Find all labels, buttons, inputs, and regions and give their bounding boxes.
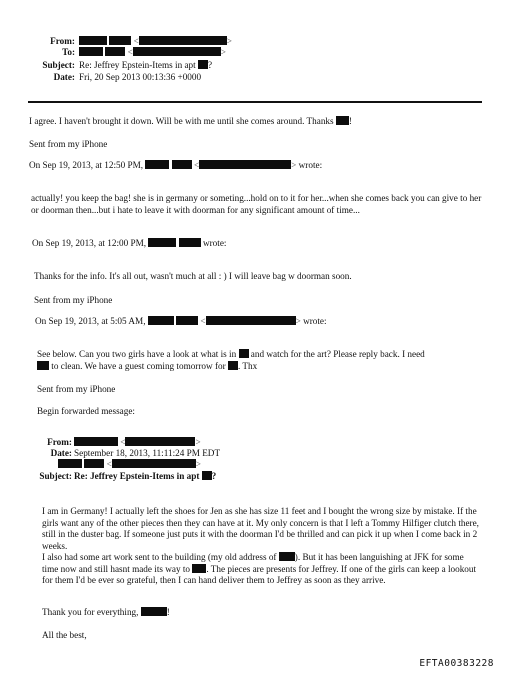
- quote-date: On Sep 19, 2013, at 12:00 PM,: [32, 238, 147, 248]
- redaction: [112, 459, 196, 468]
- redaction: [176, 316, 198, 325]
- text: Re: Jeffrey Epstein-Items in apt: [74, 471, 200, 481]
- text: Thank you for everything,: [42, 607, 139, 617]
- reply-tail: !: [348, 116, 352, 126]
- fw-from-value: < >: [74, 437, 201, 449]
- redaction: [192, 564, 206, 573]
- forwarded-paragraph: [42, 552, 482, 587]
- header-divider: [28, 101, 482, 103]
- redaction: [198, 60, 208, 69]
- signature: Sent from my iPhone: [29, 139, 108, 149]
- redaction: [179, 238, 201, 247]
- quote-wrote: wrote:: [298, 160, 323, 170]
- text: ?: [211, 471, 217, 481]
- quote-date: On Sep 19, 2013, at 5:05 AM,: [35, 316, 146, 326]
- text: !: [166, 607, 170, 617]
- text: I also had some art work sent to the building (my old address of: [42, 552, 277, 562]
- fw-subject-value: [74, 471, 216, 483]
- forwarded-paragraph: I am in Germany! I actually left the shoes for Jen as she has size 11 feet and I bought the wrong size by mistake. If the girls want any of the other pieces then they can have at it. My only concern is that I left a Tommy Hilfiger clutch there, still in the duster bag. If someone just puts it with the doorman I'd be thrilled and can pick it up when I come back in 2 weeks.: [42, 506, 479, 551]
- signature: Sent from my iPhone: [34, 295, 113, 305]
- date-value: Fri, 20 Sep 2013 00:13:36 +0000: [79, 72, 202, 82]
- forwarded-header: [0, 437, 512, 487]
- redaction: [139, 36, 227, 45]
- text: to clean: [51, 361, 81, 371]
- redaction: [109, 36, 131, 45]
- from-value: < >: [79, 36, 232, 48]
- redaction: [141, 607, 167, 616]
- forward-note: Begin forwarded message:: [37, 406, 135, 416]
- fw-date-label: Date:: [50, 448, 72, 458]
- redaction: [37, 361, 49, 370]
- quote-header: On Sep 19, 2013, at 12:50 PM, < > wrote:: [29, 160, 323, 170]
- signature: Sent from my iPhone: [37, 384, 116, 394]
- text: ). But it has been languishing at JFK for some time now and still hasnt made its way to: [42, 552, 464, 574]
- to-label: To:: [62, 47, 75, 57]
- reply-line: [29, 116, 352, 128]
- text: . We have a guest coming tomorrow for: [80, 361, 226, 371]
- fw-date-value: September 18, 2013, 11:11:24 PM EDT: [74, 448, 221, 458]
- redaction: [202, 471, 212, 480]
- fw-from-label: From:: [47, 437, 72, 447]
- redaction: [84, 459, 104, 468]
- quote-body-line: [37, 349, 425, 361]
- redaction: [228, 361, 238, 370]
- redaction: [105, 47, 125, 56]
- redaction: [199, 160, 291, 169]
- redaction: [145, 160, 169, 169]
- closing-line: All the best,: [42, 630, 87, 640]
- redaction: [133, 47, 221, 56]
- redaction: [74, 437, 118, 446]
- quote-header: On Sep 19, 2013, at 5:05 AM, < > wrote:: [35, 316, 327, 326]
- bates-stamp: EFTA00383228: [419, 658, 494, 670]
- redaction: [148, 316, 174, 325]
- fw-subject-label: Subject:: [39, 471, 72, 481]
- quote-wrote: wrote:: [202, 238, 227, 248]
- text: . Thx: [237, 361, 258, 371]
- redaction: [172, 160, 192, 169]
- text: and watch for the art? Please reply back. I need: [250, 349, 425, 359]
- subject-value: [79, 60, 212, 72]
- quote-body-line: [37, 361, 257, 373]
- from-label: From:: [50, 36, 75, 46]
- subject-tail: ?: [207, 60, 213, 70]
- thanks-line: [42, 607, 170, 619]
- redaction: [148, 238, 176, 247]
- quote-body: Thanks for the info. It's all out, wasn't much at all : ) I will leave bag w doorman soon.: [34, 271, 352, 281]
- quote-date: On Sep 19, 2013, at 12:50 PM,: [29, 160, 144, 170]
- fw-to-value: < >: [58, 459, 201, 471]
- redaction: [79, 36, 107, 45]
- redaction: [79, 47, 103, 56]
- to-value: < >: [79, 47, 226, 59]
- quote-header: [32, 238, 226, 250]
- quote-wrote: wrote:: [303, 316, 327, 326]
- redaction: [336, 116, 349, 125]
- email-header: [0, 36, 512, 96]
- redaction: [58, 459, 82, 468]
- redaction: [206, 316, 296, 325]
- text: See below. Can you two girls have a look at what is in: [37, 349, 237, 359]
- subject-label: Subject:: [42, 60, 75, 70]
- redaction: [239, 349, 249, 358]
- text: . The pieces are presents for Jeffrey. If one of the girls can keep a lookout for them I'd be ever so grateful, then I can hand deliver them to Jeffrey as soon as they arrive.: [42, 563, 477, 585]
- date-label: Date:: [53, 72, 75, 82]
- quote-body: actually! you keep the bag! she is in germany or someting...hold on to it for her...when she comes back you can give to her or doorman then...but i hate to leave it with doorman for any significant amount of time...: [31, 193, 482, 215]
- redaction: [125, 437, 195, 446]
- redaction: [279, 552, 295, 561]
- subject-text: Re: Jeffrey Epstein-Items in apt: [79, 60, 196, 70]
- reply-text: I agree. I haven't brought it down. Will be with me until she comes around. Thanks: [29, 116, 334, 126]
